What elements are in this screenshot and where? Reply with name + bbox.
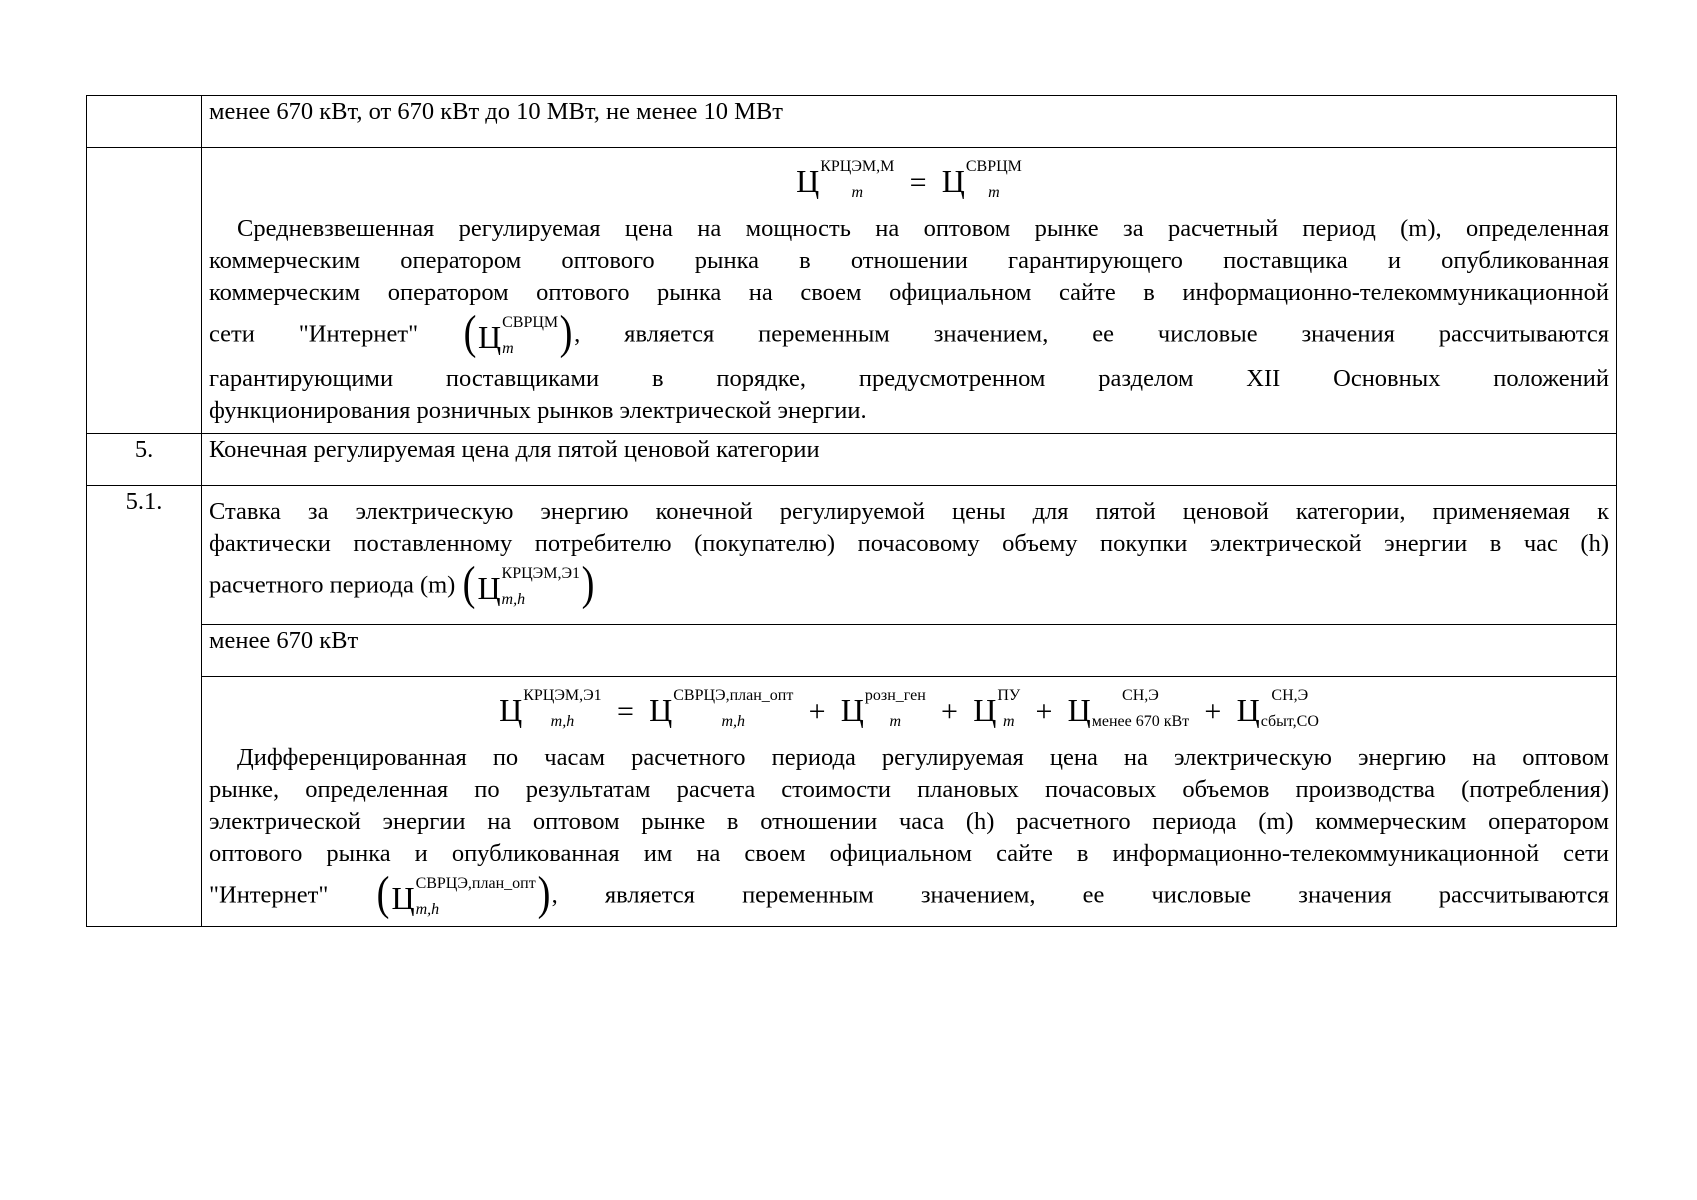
price-table	[86, 95, 1617, 927]
row-number-cell	[87, 96, 202, 148]
power-range-text: менее 670 кВт	[209, 627, 359, 654]
paragraph-line: рынке, определенная по результатам расчета стоимости плановых почасовых объемов производства (потребления)	[209, 776, 1609, 803]
row-text-cell	[202, 96, 1617, 148]
table-row	[87, 486, 1617, 625]
paragraph-line-inline-formula: расчетного периода (m) ( Ц КРЦЭМ,Э1 m,h )	[209, 560, 1609, 614]
paragraph-line: Ставка за электрическую энергию конечной регулируемой цены для пятой ценовой категории, применяемая к	[209, 498, 1609, 525]
paragraph-line: оптового рынка и опубликованная им на своем официальном сайте в информационно-телекоммуникационной сети	[209, 840, 1609, 867]
paragraph-line: гарантирующими поставщиками в порядке, предусмотренном разделом XII Основных положений	[209, 365, 1609, 392]
table-row	[87, 677, 1617, 927]
row-text-cell	[202, 148, 1617, 434]
row-number-cell: 5.	[87, 434, 202, 486]
inline-formula: ( Ц СВРЦЭ,план_опт m,h )	[377, 867, 551, 920]
paragraph-line: коммерческим оператором оптового рынка в отношении гарантирующего поставщика и опубликованная	[209, 247, 1609, 274]
paragraph-line: Средневзвешенная регулируемая цена на мощность на оптовом рынке за расчетный период (m), определенная	[237, 215, 1609, 242]
power-range-text: менее 670 кВт, от 670 кВт до 10 МВт, не менее 10 МВт	[209, 98, 783, 125]
paragraph-line-inline-formula: "Интернет" ( Ц СВРЦЭ,план_опт m,h ), является переменным значением, ее числовые значения рассчитываются	[209, 870, 1609, 926]
row-text-cell	[202, 434, 1617, 486]
row-text-cell	[202, 677, 1617, 927]
paragraph-line: фактически поставленному потребителю (покупателю) почасовому объему покупки электрической энергии в час (h)	[209, 530, 1609, 557]
row-text-cell	[202, 486, 1617, 625]
table-row	[87, 148, 1617, 434]
formula-energy-price: Ц КРЦЭМ,Э1 m,h = Ц СВРЦЭ,план_опт m,h + Ц розн_ген m + Ц ПУ m + Ц СН,Э менее 670 кВт + Ц СН,Э сбыт,СО	[499, 687, 1319, 730]
section-heading: Конечная регулируемая цена для пятой ценовой категории	[209, 436, 820, 463]
row-number-cell: 5.1.	[87, 486, 202, 927]
table-row	[87, 434, 1617, 486]
paragraph-line: функционирования розничных рынков электрической энергии.	[209, 397, 867, 424]
paragraph-line: коммерческим оператором оптового рынка на своем официальном сайте в информационно-телекоммуникационной	[209, 279, 1609, 306]
formula-power-price: Ц КРЦЭМ,М m = Ц СВРЦМ m	[796, 158, 1022, 201]
inline-formula: ( Ц СВРЦМ m )	[463, 306, 573, 359]
table-row	[87, 625, 1617, 677]
inline-formula: ( Ц КРЦЭМ,Э1 m,h )	[463, 557, 595, 610]
paragraph-line-inline-formula: сети "Интернет" ( Ц СВРЦМ m ), является переменным значением, ее числовые значения рассчитываются	[209, 309, 1609, 363]
row-text-cell	[202, 625, 1617, 677]
row-number-cell	[87, 148, 202, 434]
paragraph-line: электрической энергии на оптовом рынке в отношении часа (h) расчетного периода (m) коммерческим оператором	[209, 808, 1609, 835]
table-row	[87, 96, 1617, 148]
paragraph-line: Дифференцированная по часам расчетного периода регулируемая цена на электрическую энергию на оптовом	[237, 744, 1609, 771]
